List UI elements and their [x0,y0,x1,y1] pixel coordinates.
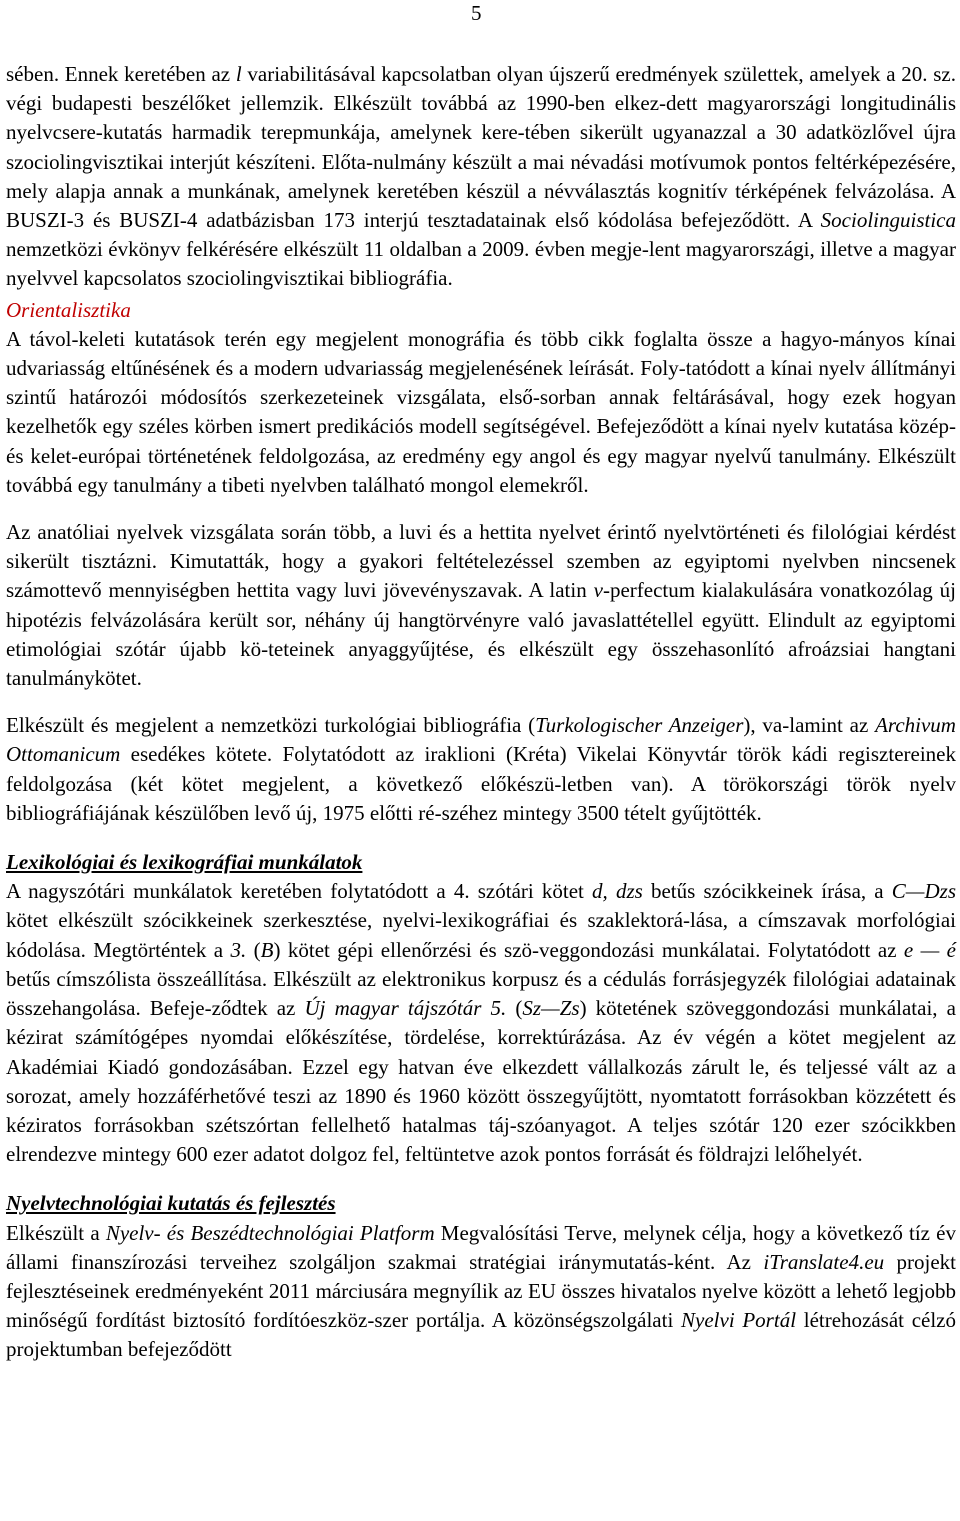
section-heading-orientalisztika: Orientalisztika [6,297,131,322]
paragraph-sociolinguistics: sében. Ennek keretében az l variabilitásával kapcsolatban olyan újszerű eredmények születtek, amelyek a 20. sz. végi budapesti beszélőket jellemzik. Elkészült továbbá az 1990-ben elkez-dett magyarországi longitudinális nyelvcsere-kutatás harmadik terepmunkája, amelynek kere-tében sikerült ugyanazzal a 30 adatközlővel újra szociolingvisztikai interjút készíteni. Előta-nulmány készült a mai névadási motívumok pontos feltérképezésére, mely alapja annak a munkának, amelynek keretében készül a névválasztás kognitív térképének felvázolása. A BUSZI-3 és BUSZI-4 adatbázisban 173 interjú tesztadatainak első kódolása befejeződött. A Sociolinguistica nemzetközi évkönyv felkérésére elkészült 11 oldalban a 2009. évben megje-lent magyarországi, illetve a magyar nyelvvel kapcsolatos szociolingvisztikai bibliográfia. [6,62,956,291]
paragraph-lexicography: A nagyszótári munkálatok keretében folytatódott a 4. szótári kötet d, dzs betűs szócikkeinek írása, a C—Dzs kötet elkészült szócikkeinek szerkesztése, nyelvi-lexikográfiai és szaklektorá-lása, a címszavak morfológiai kódolása. Megtörténtek a 3. (B) kötet gépi ellenőrzési és szö-veggondozási munkálatai. Folytatódott az e — é betűs címszólista összeállítása. Elkészült az elektronikus korpusz és a cédulás forrásjegyzék filológiai adatainak összehangolása. Befeje-ződtek az Új magyar tájszótár 5. (Sz—Zs) kötetének szöveggondozási munkálatai, a kézirat számítógépes nyomdai előkészítése, tördelése, korrektúrázása. Az év végén a kötet megjelent az Akadémiai Kiadó gondozásában. Ezzel egy hatvan éve elkezdett vállalkozás zárult le, és teljessé vált az a sorozat, amely hozzáférhetővé teszi az 1890 és 1960 között összegyűjtött, nyomtatott forrásokban közzétett és kéziratos forrásokban szétszórtan fellelhető hatalmas táj-szóanyagot. A teljes szótár 120 ezer szócikkben elrendezve mintegy 600 ezer adatot dolgoz fel, feltüntetve azok pontos forrását és földrajzi lelőhelyét. [6,879,956,1167]
page-number: 5 [471,1,482,25]
paragraph-turkology: Elkészült és megjelent a nemzetközi turkológiai bibliográfia (Turkologischer Anzeiger), va-lamint az Archivum Ottomanicum esedékes kötete. Folytatódott az iraklioni (Kréta) Vikelai Könyvtár török kádi regisztereinek feldolgozása (két kötet megjelent, a következő előkészü-letben van). A törökországi török nyelv bibliográfiájának készülőben levő új, 1975 előtti ré-széhez mintegy 3500 tételt gyűjtötték. [6,713,956,825]
document-body [6,60,956,1365]
section-heading-language-technology: Nyelvtechnológiai kutatás és fejlesztés [6,1191,336,1216]
paragraph-language-technology: Elkészült a Nyelv- és Beszédtechnológiai Platform Megvalósítási Terve, melynek célja, hogy a következő tíz év állami finanszírozási terveihez szolgáljon szakmai stratégiai iránymutatás-ként. Az iTranslate4.eu projekt fejlesztéseinek eredményeként 2011 márciusára megnyílik az EU összes hivatalos nyelve között a lehető legjobb minőségű fordítást biztosító fordítóeszköz-szer portálja. A közönségszolgálati Nyelvi Portál létrehozását célzó projektumban befejeződött [6,1220,957,1362]
paragraph-anatolian: Az anatóliai nyelvek vizsgálata során több, a luvi és a hettita nyelvet érintő nyelvtörténeti és filológiai kérdést sikerült tisztázni. Kimutatták, hogy a gyakori feltételezéssel szemben az egyiptomi nyelvben nincsenek számottevő mennyiségben hettita vagy luvi jövevényszavak. A latin v-perfectum kialakulására vonatkozólag új hipotézis felvázolására került sor, néhány új hangtörvényre való javaslattétellel együtt. Elindult az egyiptomi etimológiai szótár újabb kö-teteinek anyaggyűjtése, és elkészült egy összehasonlító afroázsiai hangtani tanulmánykötet. [6,520,956,691]
paragraph-far-east: A távol-keleti kutatások terén egy megjelent monográfia és több cikk foglalta össze a hagyo-mányos kínai udvariasság eltűnésének és a modern udvariasság megjelenésének leírását. Foly-tatódott a kínai nyelv állítmányi szintű határozói módosítós szerkezeteinek vizsgálata, első-sorban annak feltárásával, hogy ezek hogyan kezelhetők egy széles körben ismert predikációs modell segítségével. Befejeződött a kínai nyelv kutatása közép- és kelet-európai történetének feldolgozása, az eredmény egy angol és egy magyar nyelvű tanulmány. Elkészült továbbá egy tanulmány a tibeti nyelvben található mongol elemekről. [6,326,956,497]
section-heading-lexicology: Lexikológiai és lexikográfiai munkálatok [6,850,363,875]
